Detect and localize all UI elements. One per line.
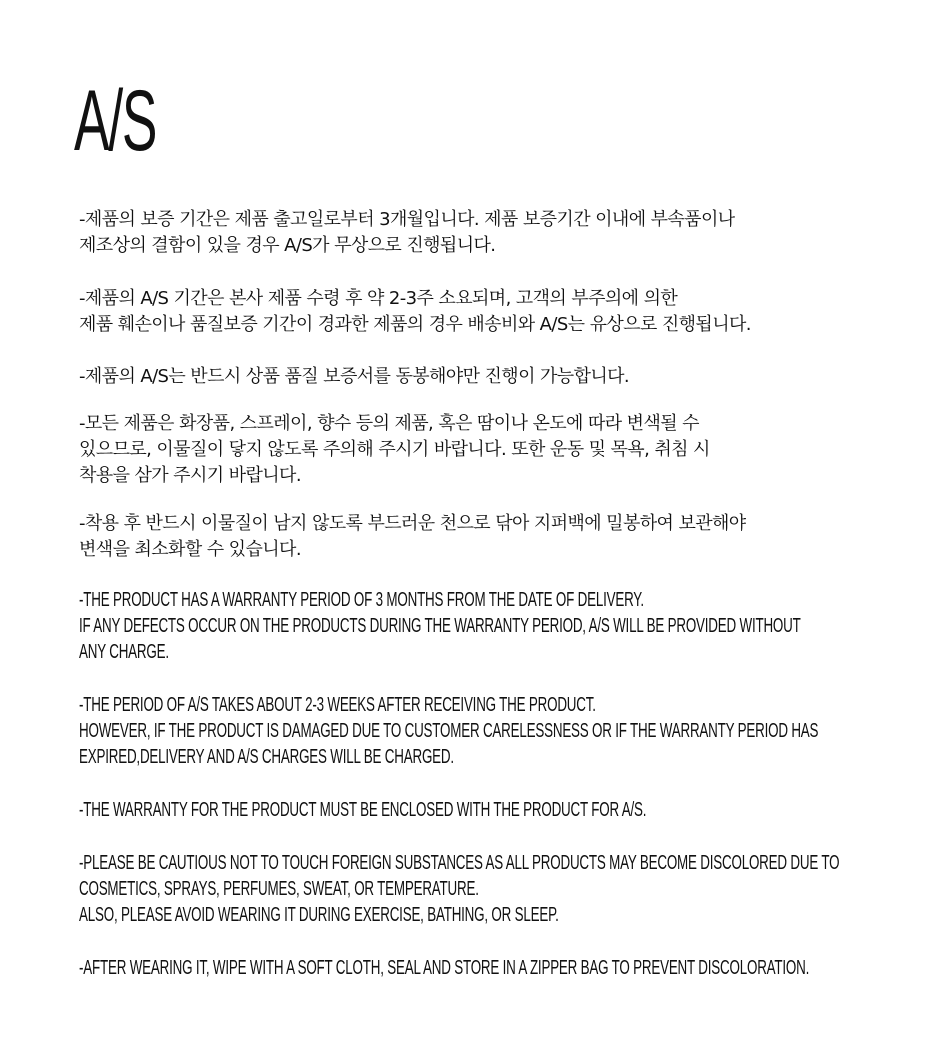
korean-paragraph-warranty-card xyxy=(79,364,879,390)
english-paragraph-warranty-card xyxy=(79,797,883,823)
paragraph-line: 변색을 최소화할 수 있습니다. xyxy=(79,539,301,560)
english-paragraph-warranty-period xyxy=(79,587,883,665)
paragraph-line: ALSO, PLEASE AVOID WEARING IT DURING EXERCISE, BATHING, OR SLEEP. xyxy=(79,904,559,926)
paragraph-line: 착용을 삼가 주시기 바랍니다. xyxy=(79,465,301,486)
paragraph-line: 제품 훼손이나 품질보증 기간이 경과한 제품의 경우 배송비와 A/S는 유상으로 진행됩니다. xyxy=(79,314,751,335)
page-title: A/S xyxy=(74,73,157,169)
paragraph-line: 제조상의 결함이 있을 경우 A/S가 무상으로 진행됩니다. xyxy=(79,235,496,256)
paragraph-line: -PLEASE BE CAUTIOUS NOT TO TOUCH FOREIGN SUBSTANCES AS ALL PRODUCTS MAY BECOME DISCOLORED DUE TO xyxy=(79,852,840,874)
korean-paragraph-as-period xyxy=(79,286,879,338)
paragraph-line: -THE PERIOD OF A/S TAKES ABOUT 2-3 WEEKS AFTER RECEIVING THE PRODUCT. xyxy=(79,694,596,716)
paragraph-line: ANY CHARGE. xyxy=(79,641,169,663)
paragraph-line: -AFTER WEARING IT, WIPE WITH A SOFT CLOTH, SEAL AND STORE IN A ZIPPER BAG TO PREVENT DISCOLORATION. xyxy=(79,957,810,979)
paragraph-line: -제품의 A/S 기간은 본사 제품 수령 후 약 2-3주 소요되며, 고객의 부주의에 의한 xyxy=(79,288,678,309)
paragraph-line: COSMETICS, SPRAYS, PERFUMES, SWEAT, OR TEMPERATURE. xyxy=(79,878,479,900)
paragraph-line: IF ANY DEFECTS OCCUR ON THE PRODUCTS DURING THE WARRANTY PERIOD, A/S WILL BE PROVIDED WITHOUT xyxy=(79,615,801,637)
paragraph-line: HOWEVER, IF THE PRODUCT IS DAMAGED DUE TO CUSTOMER CARELESSNESS OR IF THE WARRANTY PERIOD HAS xyxy=(79,720,819,742)
paragraph-line: -THE WARRANTY FOR THE PRODUCT MUST BE ENCLOSED WITH THE PRODUCT FOR A/S. xyxy=(79,799,647,821)
english-paragraph-as-period xyxy=(79,692,883,770)
paragraph-line: -제품의 보증 기간은 제품 출고일로부터 3개월입니다. 제품 보증기간 이내에 부속품이나 xyxy=(79,209,735,230)
paragraph-line: -THE PRODUCT HAS A WARRANTY PERIOD OF 3 MONTHS FROM THE DATE OF DELIVERY. xyxy=(79,589,644,611)
korean-paragraph-warranty-period xyxy=(79,207,879,259)
english-paragraph-discoloration-caution xyxy=(79,850,883,928)
paragraph-line: -제품의 A/S는 반드시 상품 품질 보증서를 동봉해야만 진행이 가능합니다. xyxy=(79,366,630,387)
korean-paragraph-discoloration-caution xyxy=(79,411,879,489)
korean-paragraph-storage xyxy=(79,511,879,563)
english-paragraph-storage xyxy=(79,955,883,981)
paragraph-line: 있으므로, 이물질이 닿지 않도록 주의해 주시기 바랍니다. 또한 운동 및 목욕, 취침 시 xyxy=(79,439,710,460)
paragraph-line: -모든 제품은 화장품, 스프레이, 향수 등의 제품, 혹은 땀이나 온도에 따라 변색될 수 xyxy=(79,413,699,434)
paragraph-line: -착용 후 반드시 이물질이 남지 않도록 부드러운 천으로 닦아 지퍼백에 밀봉하여 보관해야 xyxy=(79,513,746,534)
paragraph-line: EXPIRED,DELIVERY AND A/S CHARGES WILL BE CHARGED. xyxy=(79,746,454,768)
